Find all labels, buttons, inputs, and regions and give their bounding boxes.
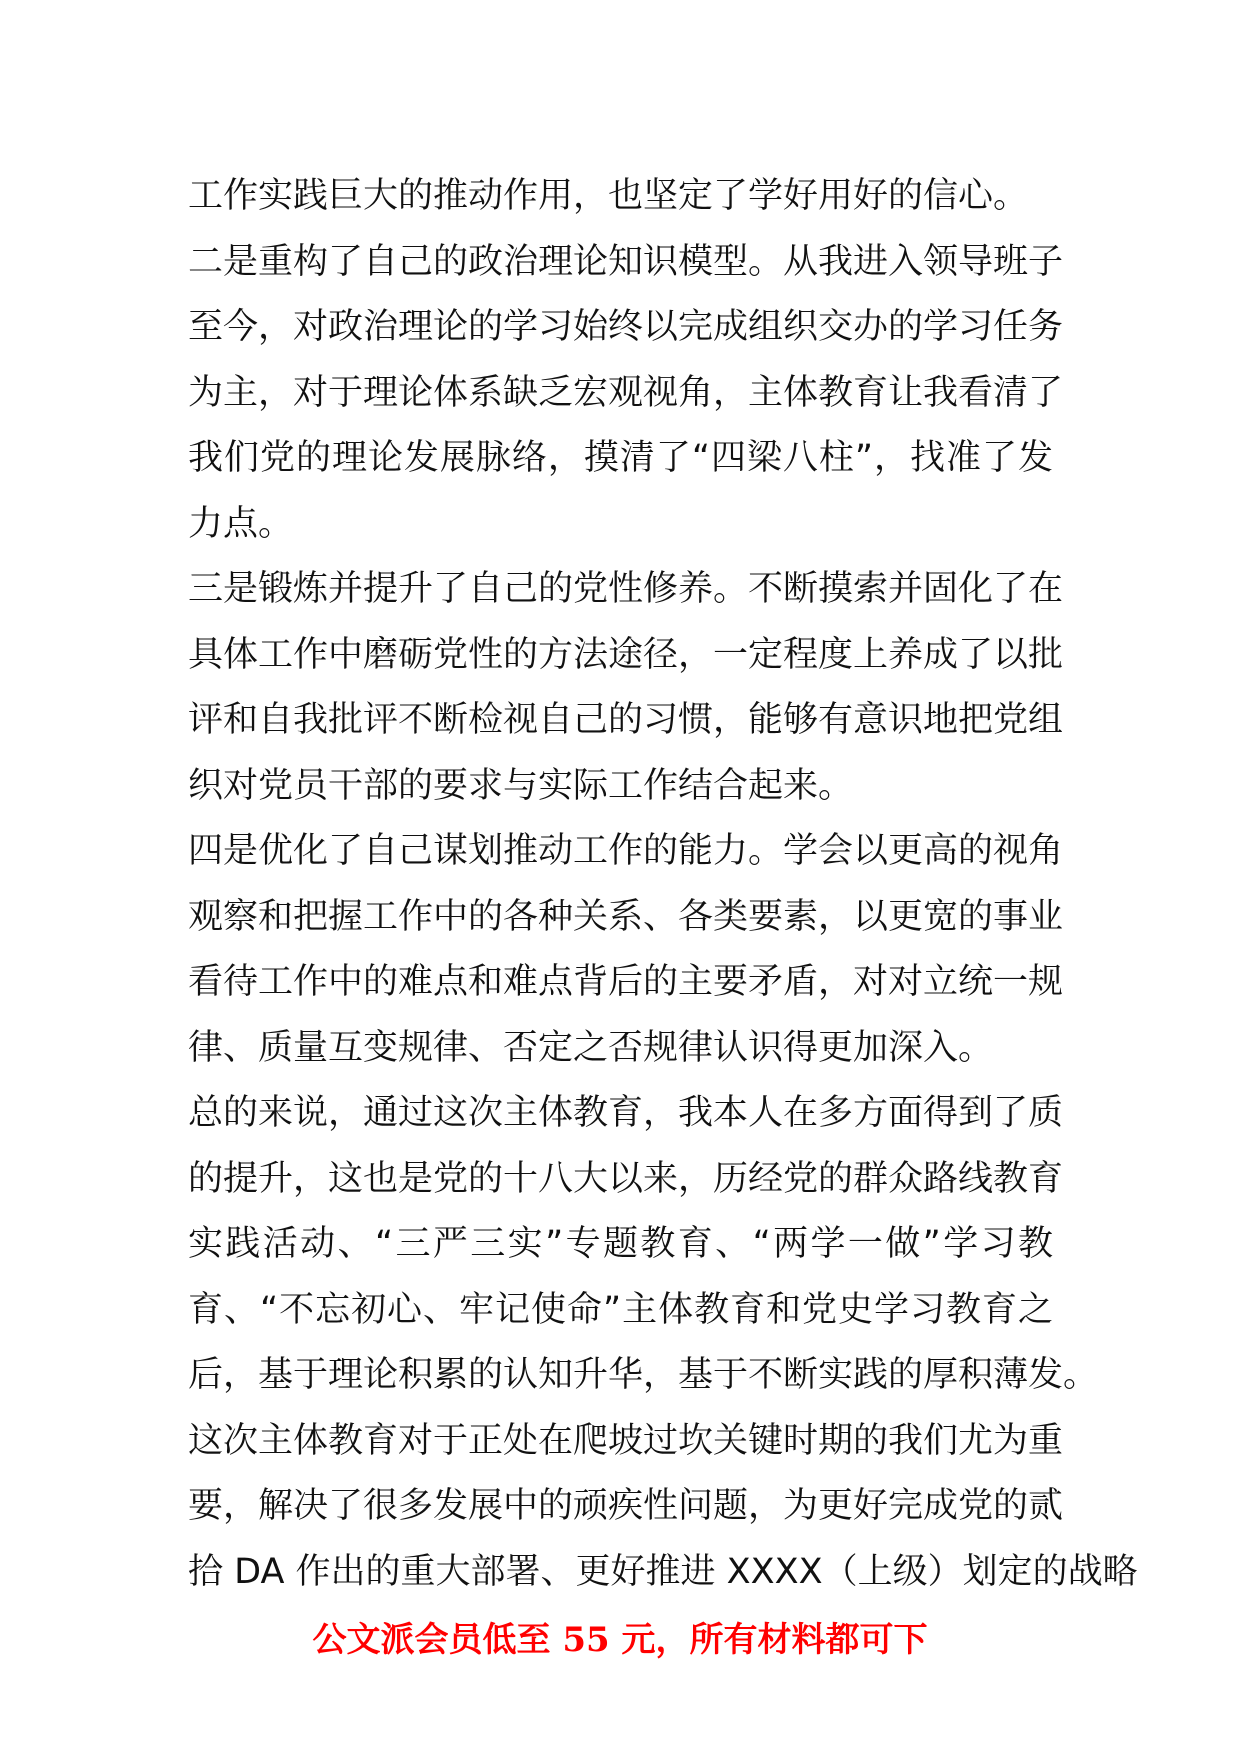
text-line: 这次主体教育对于正处在爬坡过坎关键时期的我们尤为重 bbox=[188, 1420, 1064, 1461]
promo-footer: 公文派会员低至 55 元，所有材料都可下 bbox=[312, 1620, 928, 1660]
text-line: 工作实践巨大的推动作用，也坚定了学好用好的信心。 bbox=[188, 176, 1029, 216]
text-line: 评和自我批评不断检视自己的习惯，能够有意识地把党组 bbox=[188, 700, 1064, 740]
text-line: 实践活动、“三严三实”专题教育、“两学一做”学习教 bbox=[188, 1224, 1053, 1264]
text-line: 拾 DA 作出的重大部署、更好推进 XXXX（上级）划定的战略 bbox=[188, 1551, 1138, 1592]
text-line: 育、“不忘初心、牢记使命”主体教育和党史学习教育之 bbox=[188, 1289, 1053, 1330]
text-line: 至今，对政治理论的学习始终以完成组织交办的学习任务 bbox=[188, 307, 1064, 347]
text-line: 织对党员干部的要求与实际工作结合起来。 bbox=[188, 765, 854, 806]
text-line: 三是锻炼并提升了自己的党性修养。不断摸索并固化了在 bbox=[188, 569, 1064, 609]
text-line: 看待工作中的难点和难点背后的主要矛盾，对对立统一规 bbox=[188, 962, 1064, 1002]
text-line: 二是重构了自己的政治理论知识模型。从我进入领导班子 bbox=[188, 241, 1064, 282]
text-line: 的提升，这也是党的十八大以来，历经党的群众路线教育 bbox=[188, 1158, 1064, 1199]
text-line: 我们党的理论发展脉络，摸清了“四梁八柱”，找准了发 bbox=[188, 438, 1053, 478]
text-line: 后，基于理论积累的认知升华，基于不断实践的厚积薄发。 bbox=[188, 1355, 1099, 1395]
text-line: 律、质量互变规律、否定之否规律认识得更加深入。 bbox=[188, 1027, 994, 1068]
document-body bbox=[188, 164, 1138, 1605]
text-line: 观察和把握工作中的各种关系、各类要素，以更宽的事业 bbox=[188, 896, 1064, 937]
text-line: 为主，对于理论体系缺乏宏观视角，主体教育让我看清了 bbox=[188, 372, 1064, 413]
text-line: 具体工作中磨砺党性的方法途径，一定程度上养成了以批 bbox=[188, 634, 1064, 675]
text-line: 四是优化了自己谋划推动工作的能力。学会以更高的视角 bbox=[188, 831, 1064, 871]
text-line: 总的来说，通过这次主体教育，我本人在多方面得到了质 bbox=[188, 1093, 1064, 1133]
text-line: 力点。 bbox=[188, 503, 294, 544]
text-line: 要，解决了很多发展中的顽疾性问题，为更好完成党的贰 bbox=[188, 1486, 1064, 1526]
